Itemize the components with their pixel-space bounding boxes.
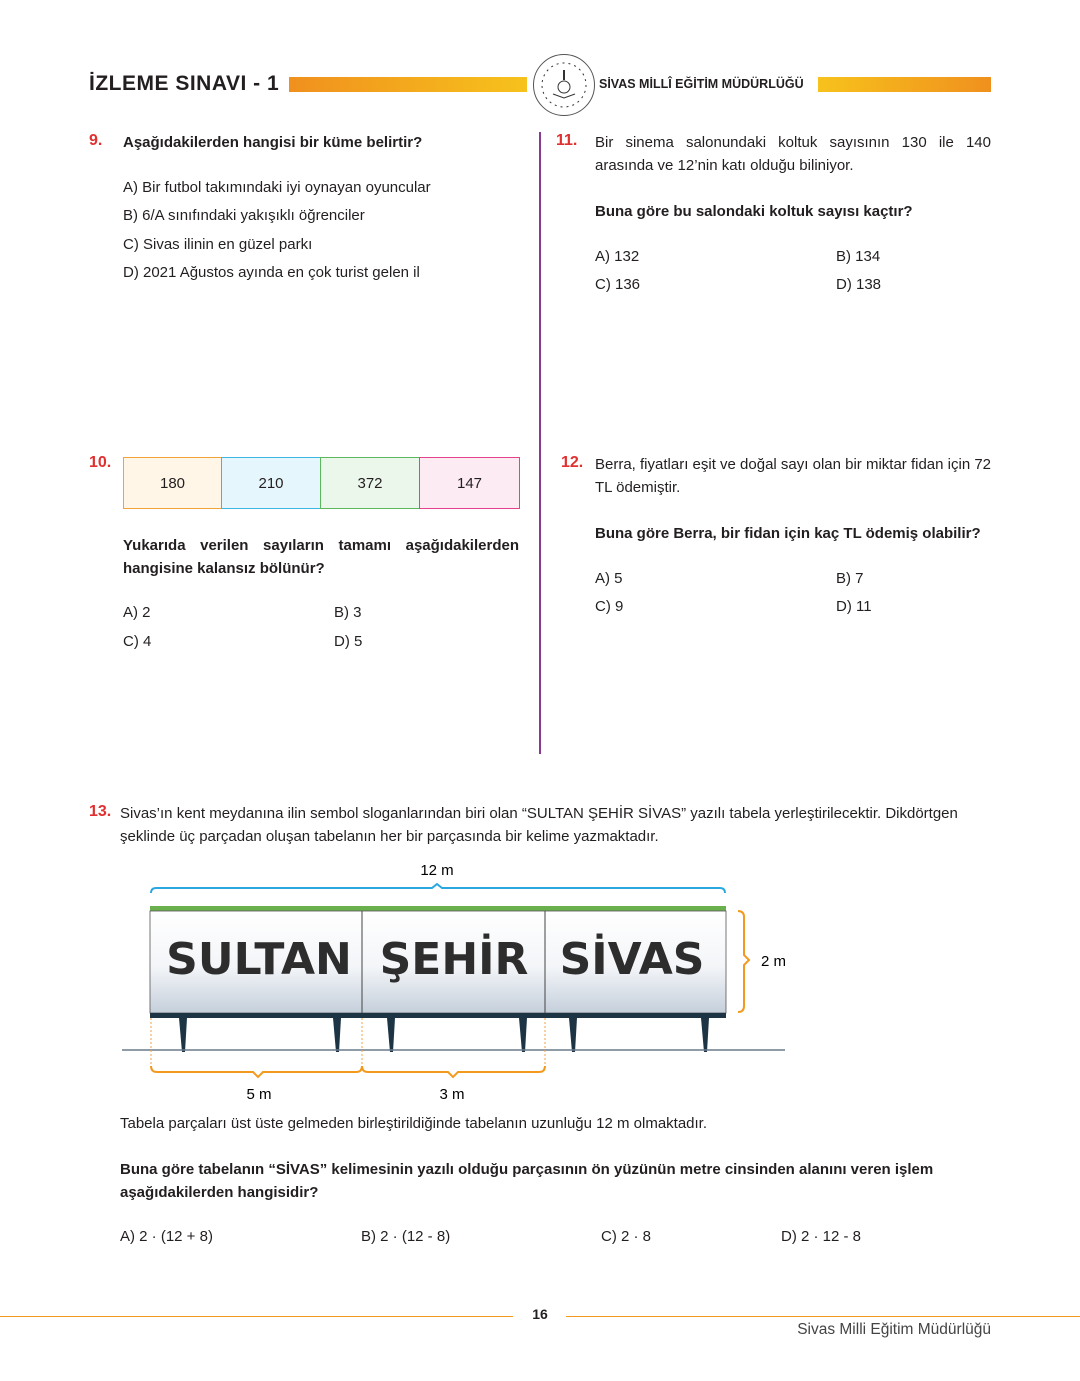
q11-option-b[interactable]: B) 134 — [836, 248, 881, 265]
sign-top-strip — [150, 906, 726, 911]
q11-option-c[interactable]: C) 136 — [595, 276, 641, 293]
q12-option-d[interactable]: D) 11 — [836, 598, 872, 615]
dim-height-label: 2 m — [761, 953, 787, 970]
meb-logo — [533, 54, 595, 116]
q12-number: 12. — [561, 454, 584, 471]
number-box: 147 — [419, 457, 520, 509]
header-bar-right — [818, 77, 991, 92]
footer-line-left — [0, 1316, 513, 1317]
q10-option-d[interactable]: D) 5 — [334, 633, 363, 650]
height-brace — [738, 911, 749, 1012]
q12-option-a[interactable]: A) 5 — [595, 570, 623, 587]
q9-number: 9. — [89, 132, 103, 149]
dim-total-label: 12 m — [420, 862, 454, 879]
q13-option-d[interactable]: D) 2 · 12 - 8 — [781, 1228, 862, 1245]
column-divider — [539, 132, 541, 754]
number-box: 210 — [221, 457, 321, 509]
q11-option-d[interactable]: D) 138 — [836, 276, 882, 293]
q13-option-c[interactable]: C) 2 · 8 — [601, 1228, 652, 1245]
logo-emblem-icon — [539, 60, 589, 110]
exam-title: İZLEME SINAVI - 1 — [89, 72, 280, 95]
q13-text: Sivas’ın kent meydanına ilin sembol sloganlarından biri olan “SULTAN ŞEHİR SİVAS” yazılı tabela yerleştirilecektir. Dikdörtgen şeklinde üç parçadan oluşan tabelanın her bir parçasında bir kelime yazmaktadır. — [120, 805, 958, 845]
q12-text: Berra, fiyatları eşit ve doğal sayı olan bir miktar fidan için 72 TL ödemiştir. — [595, 456, 992, 496]
first-panel-brace — [151, 1066, 362, 1077]
number-box: 180 — [123, 457, 222, 509]
q13-stem: Buna göre tabelanın “SİVAS” kelimesinin yazılı olduğu parçasının ön yüzünün metre cinsinden alanını veren işlem aşağıdakilerden hangisidir? — [120, 1161, 934, 1201]
footer-line-right — [566, 1316, 1080, 1317]
footer-org: Sivas Milli Eğitim Müdürlüğü — [797, 1321, 991, 1338]
q12-option-b[interactable]: B) 7 — [836, 570, 864, 587]
q10-stem: Yukarıda verilen sayıların tamamı aşağıdakilerden hangisine kalansız bölünür? — [123, 537, 519, 577]
page-number: 16 — [532, 1306, 548, 1322]
q13-option-b[interactable]: B) 2 · (12 - 8) — [361, 1228, 451, 1245]
q9-option-b[interactable]: B) 6/A sınıfındaki yakışıklı öğrenciler — [123, 207, 365, 224]
sign-bottom-strip — [150, 1013, 726, 1018]
q9-option-c[interactable]: C) Sivas ilinin en güzel parkı — [123, 236, 313, 253]
q10-option-b[interactable]: B) 3 — [334, 604, 362, 621]
header-bar-left — [289, 77, 527, 92]
dim-first-label: 5 m — [246, 1086, 272, 1103]
q11-number: 11. — [556, 132, 578, 149]
q10-number: 10. — [89, 454, 112, 471]
q13-number: 13. — [89, 803, 112, 820]
q10-option-c[interactable]: C) 4 — [123, 633, 152, 650]
sign-word-sivas: SİVAS — [559, 934, 705, 985]
q11-option-a[interactable]: A) 132 — [595, 248, 640, 265]
total-width-brace — [151, 884, 725, 893]
q9-option-a[interactable]: A) Bir futbol takımındaki iyi oynayan oyuncular — [123, 179, 431, 196]
sign-word-sultan: SULTAN — [166, 934, 352, 985]
q9-stem: Aşağıdakilerden hangisi bir küme belirtir? — [123, 134, 423, 151]
q12-stem: Buna göre Berra, bir fidan için kaç TL ödemiş olabilir? — [595, 525, 981, 542]
second-panel-brace — [362, 1066, 545, 1077]
q10-option-a[interactable]: A) 2 — [123, 604, 151, 621]
q12-option-c[interactable]: C) 9 — [595, 598, 624, 615]
sign-word-sehir: ŞEHİR — [379, 934, 529, 985]
q11-stem: Buna göre bu salondaki koltuk sayısı kaçtır? — [595, 203, 913, 220]
q11-text: Bir sinema salonundaki koltuk sayısının 130 ile 140 arasında ve 12’nin katı olduğu biliniyor. — [595, 134, 991, 174]
q13-option-a[interactable]: A) 2 · (12 + 8) — [120, 1228, 213, 1245]
number-box: 372 — [320, 457, 420, 509]
header-org: SİVAS MİLLÎ EĞİTİM MÜDÜRLÜĞÜ — [599, 77, 804, 91]
dim-second-label: 3 m — [439, 1086, 465, 1103]
q13-note: Tabela parçaları üst üste gelmeden birleştirildiğinde tabelanın uzunluğu 12 m olmaktadır. — [120, 1115, 708, 1132]
sign-legs — [179, 1018, 709, 1052]
sign-diagram — [110, 850, 810, 1110]
q9-option-d[interactable]: D) 2021 Ağustos ayında en çok turist gelen il — [123, 264, 420, 281]
